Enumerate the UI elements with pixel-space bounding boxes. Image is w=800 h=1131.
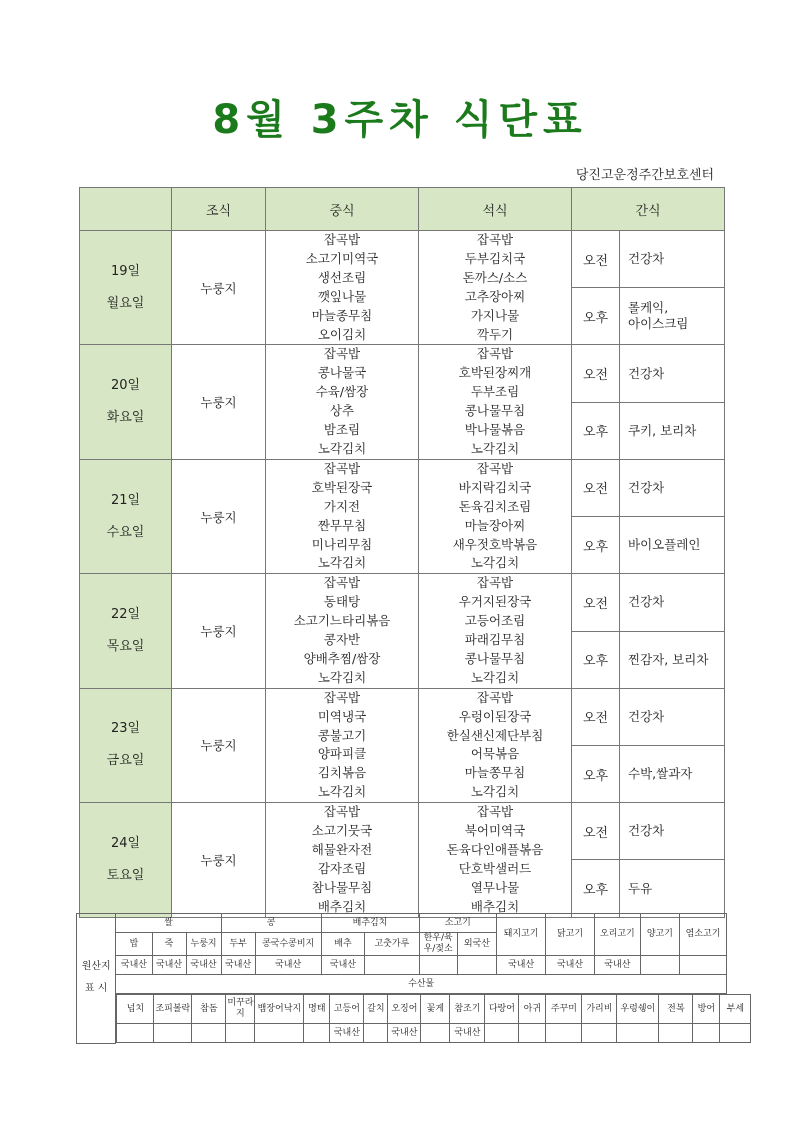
dinner-item: 노각김치 xyxy=(470,555,520,571)
origin-col-soy: 콩국수콩비지 xyxy=(255,933,321,956)
snack-am-item: 건강차 xyxy=(620,345,725,402)
origin-col-rice: 밥 xyxy=(116,933,152,956)
dinner-item: 노각김치 xyxy=(470,669,520,685)
seafood-val xyxy=(617,1024,659,1043)
seafood-col: 방어 xyxy=(693,995,720,1024)
lunch-cell xyxy=(266,803,419,917)
seafood-col: 전복 xyxy=(659,995,693,1024)
page-title: 8월 3주차 식단표 xyxy=(212,97,588,143)
lunch-cell xyxy=(266,459,419,573)
dinner-item: 깍두기 xyxy=(476,326,514,342)
dinner-item: 콩나물무침 xyxy=(464,403,526,419)
dinner-item: 잡곡밥 xyxy=(476,689,514,705)
day-weekday: 화요일 xyxy=(106,410,145,426)
breakfast-cell: 누룽지 xyxy=(172,345,266,459)
day-weekday: 수요일 xyxy=(106,524,145,540)
origin-group-bean: 콩 xyxy=(221,914,321,933)
lunch-item: 잡곡밥 xyxy=(323,232,361,247)
seafood-col: 다랑어 xyxy=(485,995,519,1024)
dinner-item: 잡곡밥 xyxy=(476,460,514,476)
lunch-item: 참나물무침 xyxy=(311,879,373,895)
origin-col-porridge: 죽 xyxy=(152,933,186,956)
dinner-item: 고추장아찌 xyxy=(464,288,526,304)
dinner-item: 노각김치 xyxy=(470,440,520,456)
snack-pm-label: 오후 xyxy=(572,517,620,574)
lunch-item: 배추김치 xyxy=(317,898,367,914)
dinner-item: 박나물볶음 xyxy=(464,422,526,438)
dinner-item: 콩나물무침 xyxy=(464,650,526,666)
lunch-item: 노각김치 xyxy=(317,669,367,685)
menu-header-row xyxy=(80,188,725,231)
lunch-item: 노각김치 xyxy=(317,784,367,800)
seafood-col: 조피볼락 xyxy=(154,995,192,1024)
breakfast-cell: 누룽지 xyxy=(172,231,266,345)
dinner-cell xyxy=(419,803,572,917)
seafood-col: 뱀장어낙지 xyxy=(255,995,304,1024)
dinner-cell xyxy=(419,231,572,345)
lunch-item: 잡곡밥 xyxy=(323,346,361,362)
seafood-val xyxy=(117,1024,154,1043)
day-row xyxy=(80,231,725,288)
seafood-container xyxy=(116,994,745,1044)
lunch-item: 콩불고기 xyxy=(317,727,367,743)
day-weekday: 목요일 xyxy=(106,639,145,655)
snack-am-item: 건강차 xyxy=(620,688,725,745)
origin-col-pork: 돼지고기 xyxy=(497,914,546,956)
day-weekday: 금요일 xyxy=(106,753,145,769)
seafood-col: 참조기 xyxy=(450,995,485,1024)
day-row xyxy=(80,574,725,631)
dinner-item: 우렁이된장국 xyxy=(458,708,532,724)
seafood-val: 국내산 xyxy=(388,1024,421,1043)
lunch-item: 잡곡밥 xyxy=(323,575,361,591)
header-breakfast: 조식 xyxy=(172,188,266,231)
seafood-col: 참돔 xyxy=(192,995,226,1024)
origin-val-cabbage: 국내산 xyxy=(321,956,365,975)
lunch-item: 잡곡밥 xyxy=(323,804,361,820)
lunch-item: 잡곡밥 xyxy=(323,689,361,705)
dinner-item: 열무나물 xyxy=(470,879,520,895)
seafood-val xyxy=(364,1024,388,1043)
seafood-col: 오징어 xyxy=(388,995,421,1024)
dinner-item: 마늘쫑무침 xyxy=(464,765,526,781)
seafood-col: 주꾸미 xyxy=(546,995,582,1024)
day-cell xyxy=(80,345,172,459)
seafood-col: 넙치 xyxy=(117,995,154,1024)
snack-pm-label: 오후 xyxy=(572,745,620,802)
origin-col-duck: 오리고기 xyxy=(595,914,641,956)
origin-col-chicken: 닭고기 xyxy=(546,914,595,956)
lunch-item: 오이김치 xyxy=(317,326,367,342)
origin-label: 원산지 표 시 xyxy=(77,914,116,1044)
lunch-item: 밤조림 xyxy=(323,422,361,438)
seafood-col: 가리비 xyxy=(582,995,617,1024)
origin-col-lamb: 양고기 xyxy=(640,914,679,956)
dinner-cell xyxy=(419,574,572,688)
dinner-cell xyxy=(419,345,572,459)
origin-val-chicken: 국내산 xyxy=(546,956,595,975)
origin-table xyxy=(76,913,745,1044)
lunch-cell xyxy=(266,574,419,688)
day-date: 20일 xyxy=(110,378,141,394)
day-date: 23일 xyxy=(110,721,141,737)
origin-val-duck: 국내산 xyxy=(595,956,641,975)
origin-group-beef: 소고기 xyxy=(419,914,497,933)
snack-pm-item: 두유 xyxy=(620,860,725,917)
lunch-item: 동태탕 xyxy=(323,594,361,610)
seafood-col: 부세 xyxy=(720,995,751,1024)
menu-table xyxy=(79,187,725,918)
lunch-item: 노각김치 xyxy=(317,555,367,571)
origin-group-kimchi: 배추김치 xyxy=(321,914,419,933)
dinner-item: 고등어조림 xyxy=(464,613,526,629)
origin-col-nurungji: 누룽지 xyxy=(186,933,221,956)
snack-am-item: 건강차 xyxy=(620,803,725,860)
dinner-item: 가지나물 xyxy=(470,307,520,323)
origin-val-soy: 국내산 xyxy=(255,956,321,975)
origin-col-imported: 외국산 xyxy=(457,933,496,956)
origin-val-tofu: 국내산 xyxy=(221,956,255,975)
dinner-item: 두부김치국 xyxy=(464,250,526,266)
seafood-val xyxy=(485,1024,519,1043)
dinner-item: 두부조림 xyxy=(470,384,520,400)
lunch-item: 양파피클 xyxy=(317,746,367,762)
seafood-val xyxy=(304,1024,330,1043)
origin-val-lamb xyxy=(640,956,679,975)
snack-pm-item: 롤케익, 아이스크림 xyxy=(620,288,725,345)
origin-val-pork: 국내산 xyxy=(497,956,546,975)
origin-val-rice: 국내산 xyxy=(116,956,152,975)
dinner-item: 노각김치 xyxy=(470,784,520,800)
origin-col-tofu: 두부 xyxy=(221,933,255,956)
seafood-col: 미꾸라지 xyxy=(226,995,255,1024)
lunch-item: 마늘종무침 xyxy=(311,307,373,323)
origin-val-porridge: 국내산 xyxy=(152,956,186,975)
day-cell xyxy=(80,231,172,345)
dinner-item: 어묵볶음 xyxy=(470,746,520,762)
dinner-item: 우거지된장국 xyxy=(458,594,532,610)
day-weekday: 월요일 xyxy=(106,295,145,311)
snack-pm-item: 찐감자, 보리차 xyxy=(620,631,725,688)
seafood-col: 갈치 xyxy=(364,995,388,1024)
breakfast-cell: 누룽지 xyxy=(172,459,266,573)
seafood-val xyxy=(255,1024,304,1043)
seafood-val xyxy=(226,1024,255,1043)
day-date: 22일 xyxy=(110,607,141,623)
dinner-item: 단호박샐러드 xyxy=(458,860,532,876)
day-row xyxy=(80,803,725,860)
lunch-item: 잡곡밥 xyxy=(323,460,361,476)
snack-pm-label: 오후 xyxy=(572,402,620,459)
dinner-item: 새우젓호박볶음 xyxy=(452,536,538,552)
snack-am-item: 건강차 xyxy=(620,459,725,516)
origin-val-nurungji: 국내산 xyxy=(186,956,221,975)
seafood-val xyxy=(154,1024,192,1043)
lunch-item: 해물완자전 xyxy=(311,842,373,857)
seafood-val xyxy=(421,1024,450,1043)
seafood-val: 국내산 xyxy=(330,1024,364,1043)
origin-col-goat: 염소고기 xyxy=(680,914,727,956)
header-blank xyxy=(80,188,172,231)
lunch-item: 소고기느타리볶음 xyxy=(293,613,391,629)
dinner-item: 한실샌신제단부침 xyxy=(446,727,544,743)
dinner-item: 잡곡밥 xyxy=(476,575,514,591)
lunch-item: 미나리무침 xyxy=(311,536,373,552)
breakfast-cell: 누룽지 xyxy=(172,574,266,688)
seafood-col: 고등어 xyxy=(330,995,364,1024)
snack-pm-item: 바이오플레인 xyxy=(620,517,725,574)
lunch-item: 호박된장국 xyxy=(311,479,373,495)
snack-pm-item: 수박,쌀과자 xyxy=(620,745,725,802)
day-date: 19일 xyxy=(110,263,141,279)
seafood-col: 우렁쉥이 xyxy=(617,995,659,1024)
lunch-item: 가지전 xyxy=(323,498,361,514)
lunch-item: 짠무무침 xyxy=(317,517,367,533)
dinner-item: 돈육김치조림 xyxy=(458,498,532,514)
seafood-val xyxy=(582,1024,617,1043)
lunch-cell xyxy=(266,345,419,459)
dinner-item: 배추김치 xyxy=(470,898,520,914)
day-cell xyxy=(80,803,172,917)
seafood-val xyxy=(720,1024,751,1043)
day-date: 24일 xyxy=(110,835,141,851)
origin-val-imported xyxy=(457,956,496,975)
seafood-col: 꽃게 xyxy=(421,995,450,1024)
snack-am-item: 건강차 xyxy=(620,231,725,288)
lunch-item: 소고기미역국 xyxy=(305,250,379,266)
snack-pm-label: 오후 xyxy=(572,631,620,688)
snack-am-label: 오전 xyxy=(572,345,620,402)
day-cell xyxy=(80,688,172,802)
dinner-item: 잡곡밥 xyxy=(476,232,514,247)
origin-val-hanwoo xyxy=(419,956,457,975)
lunch-item: 노각김치 xyxy=(317,440,367,456)
seafood-col: 명태 xyxy=(304,995,330,1024)
dinner-item: 북어미역국 xyxy=(464,823,526,839)
seafood-table xyxy=(116,994,751,1043)
day-cell xyxy=(80,574,172,688)
snack-pm-item: 쿠키, 보리차 xyxy=(620,402,725,459)
seafood-val xyxy=(519,1024,546,1043)
seafood-col: 아귀 xyxy=(519,995,546,1024)
header-snack: 간식 xyxy=(572,188,725,231)
dinner-item: 파래김무침 xyxy=(464,632,526,648)
dinner-cell xyxy=(419,688,572,802)
dinner-cell xyxy=(419,459,572,573)
center-name: 당진고운정주간보호센터 xyxy=(575,168,714,183)
lunch-item: 콩나물국 xyxy=(317,365,367,381)
dinner-item: 마늘장아찌 xyxy=(464,517,526,533)
lunch-item: 깻잎나물 xyxy=(317,288,367,304)
origin-col-chili: 고춧가루 xyxy=(365,933,419,956)
origin-col-cabbage: 배추 xyxy=(321,933,365,956)
origin-val-chili xyxy=(365,956,419,975)
lunch-item: 감자조림 xyxy=(317,860,367,876)
lunch-item: 생선조림 xyxy=(317,269,367,285)
snack-am-label: 오전 xyxy=(572,231,620,288)
seafood-val xyxy=(192,1024,226,1043)
origin-val-goat xyxy=(680,956,727,975)
day-row xyxy=(80,688,725,745)
lunch-item: 양배추찜/쌈장 xyxy=(303,650,381,666)
snack-am-label: 오전 xyxy=(572,459,620,516)
lunch-item: 콩자반 xyxy=(323,632,361,648)
snack-pm-label: 오후 xyxy=(572,860,620,917)
dinner-item: 잡곡밥 xyxy=(476,346,514,362)
breakfast-cell: 누룽지 xyxy=(172,803,266,917)
header-dinner: 석식 xyxy=(419,188,572,231)
origin-col-hanwoo: 한우/육우/젖소 xyxy=(419,933,457,956)
day-date: 21일 xyxy=(110,492,141,508)
dinner-item: 바지락김치국 xyxy=(458,479,532,495)
snack-pm-label: 오후 xyxy=(572,288,620,345)
day-row xyxy=(80,459,725,516)
header-lunch: 중식 xyxy=(266,188,419,231)
breakfast-cell: 누룽지 xyxy=(172,688,266,802)
dinner-item: 돈육다인애플볶음 xyxy=(446,842,544,857)
lunch-item: 수육/쌈장 xyxy=(315,384,369,400)
origin-group-seafood: 수산물 xyxy=(116,975,727,994)
lunch-item: 상추 xyxy=(329,403,355,419)
snack-am-label: 오전 xyxy=(572,574,620,631)
dinner-item: 돈까스/소스 xyxy=(462,269,528,285)
snack-am-item: 건강차 xyxy=(620,574,725,631)
dinner-item: 잡곡밥 xyxy=(476,804,514,820)
lunch-item: 미역냉국 xyxy=(317,708,367,724)
origin-group-rice: 쌀 xyxy=(116,914,221,933)
day-row xyxy=(80,345,725,402)
lunch-cell xyxy=(266,688,419,802)
seafood-val xyxy=(546,1024,582,1043)
day-cell xyxy=(80,459,172,573)
lunch-cell xyxy=(266,231,419,345)
lunch-item: 김치볶음 xyxy=(317,765,367,781)
seafood-val: 국내산 xyxy=(450,1024,485,1043)
snack-am-label: 오전 xyxy=(572,803,620,860)
seafood-val xyxy=(659,1024,693,1043)
snack-am-label: 오전 xyxy=(572,688,620,745)
lunch-item: 소고기뭇국 xyxy=(311,823,373,839)
day-weekday: 토요일 xyxy=(106,867,145,883)
dinner-item: 호박된장찌개 xyxy=(458,365,532,381)
seafood-val xyxy=(693,1024,720,1043)
